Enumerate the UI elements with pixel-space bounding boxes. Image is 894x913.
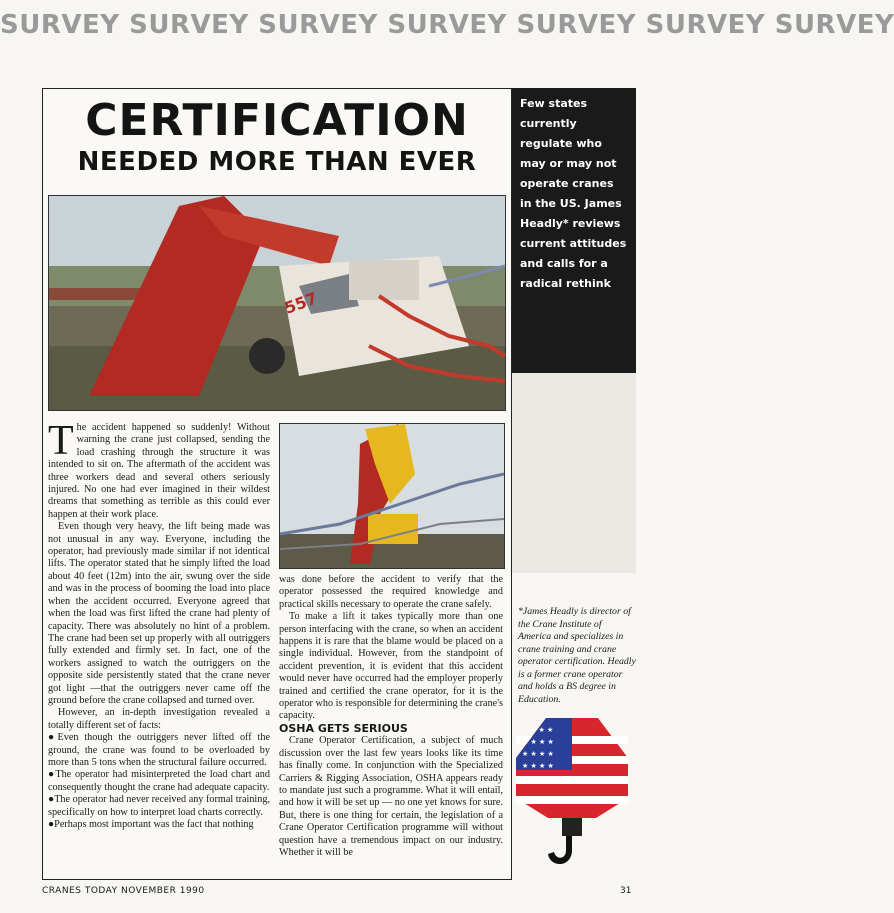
toppled-crane-illustration bbox=[280, 424, 504, 568]
crane-hook-flag-icon bbox=[516, 718, 628, 880]
deck-sidebar: Few states currently regulate who may or may not operate cranes in the US. James Headly* reviews current attitudes and calls for a radical rethink bbox=[512, 88, 636, 373]
article-column-2 bbox=[279, 574, 503, 859]
crane-collapse-photo bbox=[279, 423, 505, 569]
survey-banner: SURVEY SURVEY SURVEY SURVEY SURVEY SURVEY SURVEY bbox=[0, 10, 894, 40]
article-frame bbox=[42, 88, 512, 880]
section-heading: OSHA GETS SERIOUS bbox=[279, 721, 408, 735]
page-number: 31 bbox=[620, 886, 632, 896]
bullet-3: ●The operator had never received any formal training, specifically on how to interpret load charts correctly. bbox=[48, 794, 270, 818]
svg-text:★ ★ ★ ★: ★ ★ ★ ★ bbox=[522, 762, 554, 770]
svg-text:★ ★ ★: ★ ★ ★ bbox=[530, 726, 554, 734]
bullet-2: ●The operator had misinterpreted the load chart and consequently thought the crane had adequate capacity. bbox=[48, 769, 270, 793]
article-column-1 bbox=[48, 418, 270, 831]
headline-subtitle: NEEDED MORE THAN EVER bbox=[77, 147, 477, 177]
footer-publication: CRANES TODAY NOVEMBER 1990 bbox=[42, 886, 205, 896]
paragraph-4: was done before the accident to verify that the operator possessed the required knowledge and practical skills necessary to operate the crane safely. bbox=[279, 574, 503, 610]
paragraph-6: Crane Operator Certification, a subject of much discussion over the last few years looks like its time has finally come. In conjunction with the Specialized Carriers & Rigging Association, OSHA appears ready to mandate just such a programme. What it will entail, and how it will be set up — no one yet knows for sure. But, there is one thing for certain, the legislation of a Crane Operator Certification programme will without question have a tremendous impact on our industry. Whether it will be bbox=[279, 735, 503, 858]
crane-wreck-photo bbox=[48, 195, 506, 411]
cab-number: 557 bbox=[281, 288, 320, 318]
drop-cap: T bbox=[48, 418, 74, 464]
svg-text:★ ★ ★ ★: ★ ★ ★ ★ bbox=[522, 738, 554, 746]
bullet-4: ●Perhaps most important was the fact that nothing bbox=[48, 819, 254, 830]
svg-text:★ ★ ★ ★: ★ ★ ★ ★ bbox=[522, 750, 554, 758]
paragraph-1: he accident happened so suddenly! Without warning the crane just collapsed, sending the load crashing through the structure it was intended to sit on. The aftermath of the accident was three workers dead and several others seriously injured. No one had ever imagined in their wildest dreams that something as terrible as this could ever happen at their work place. bbox=[48, 422, 270, 520]
paragraph-5: To make a lift it takes typically more than one person interfacing with the crane, so when an accident happens it is rare that the blame would be placed on a single individual. However, from the standpoint of accident prevention, it is evident that this accident would never have occurred had the employer properly trained and certified the crane operator, for it is the operator who is responsible for determining the crane's capacity. bbox=[279, 611, 503, 722]
bullet-1: ●Even though the outriggers never lifted off the ground, the crane was found to be overloaded by more than 5 tons when the structural failure occurred. bbox=[48, 732, 270, 768]
paragraph-2: Even though very heavy, the lift being made was not unusual in any way. Everyone, including the operator, had previously made similar if not identical lifts. The operator stated that he simply lifted the load about 40 feet (12m) into the air, swung over the side and was in the process of booming the load into place when the accident occurred. Everyone agreed that when the load was first lifted the crane had plenty of capacity. There was absolutely no hint of a problem. The crane had been set up properly with all outriggers fully extended and firmly set. In fact, one of the workers assigned to watch the outriggers on the opposite side persistently stated that the crane never got light —that the outriggers never came off the ground before the crane collapsed and turned over. bbox=[48, 521, 270, 706]
paragraph-3: However, an in-depth investigation revealed a totally different set of facts: bbox=[48, 707, 270, 731]
headline-title: CERTIFICATION bbox=[85, 95, 469, 146]
author-bio: *James Headly is director of the Crane Institute of America and specializes in crane training and crane operator certification. Headly is a former crane operator and holds a BS degree in Education. bbox=[518, 606, 636, 705]
sidebar-background bbox=[512, 373, 636, 573]
crane-wreck-illustration bbox=[49, 196, 505, 410]
